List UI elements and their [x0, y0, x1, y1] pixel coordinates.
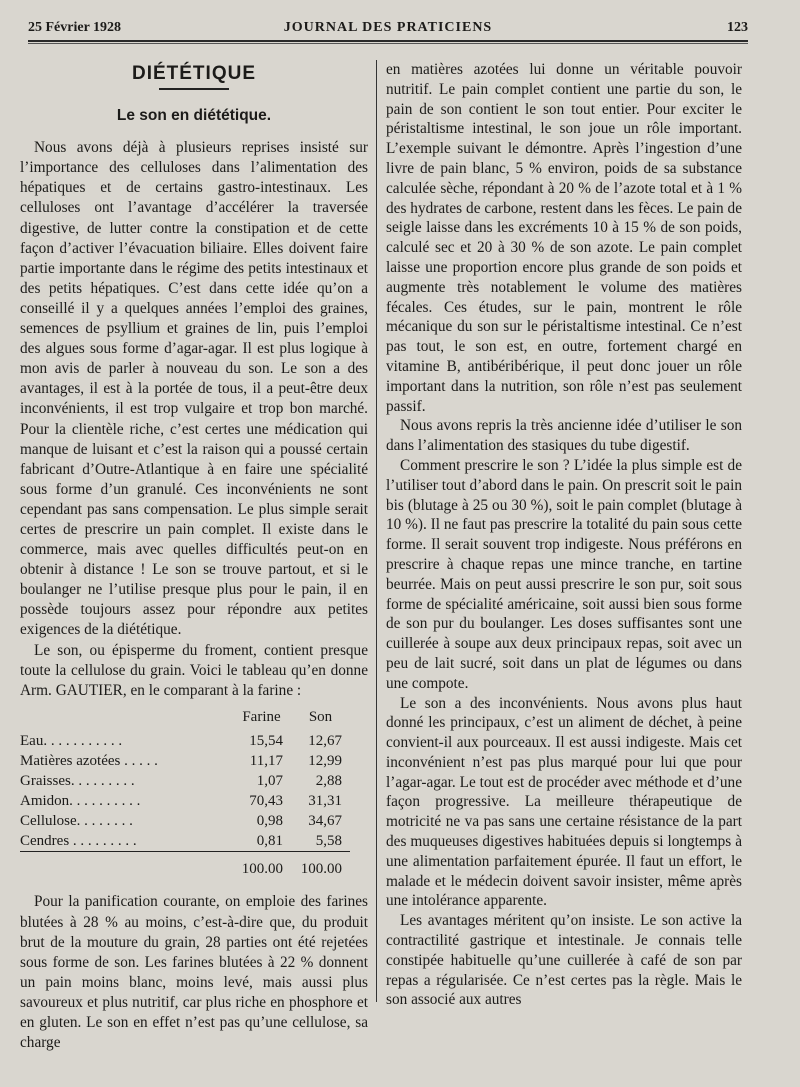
row-label: Eau. . . . . . . . . . . — [20, 732, 123, 749]
running-header — [28, 18, 748, 42]
farine-value: 11,17 — [249, 753, 283, 769]
table-total-row — [20, 852, 350, 881]
farine-value: 0,98 — [256, 813, 283, 830]
son-total: 100.00 — [291, 852, 350, 881]
row-label: Amidon. . . . . . . . . . — [20, 793, 141, 810]
son-value: 12,67 — [308, 732, 342, 749]
farine-value: 70,43 — [249, 793, 283, 810]
farine-total: 100.00 — [232, 852, 291, 881]
table-row — [20, 791, 350, 811]
header-rule — [28, 43, 748, 44]
header-page-number: 123 — [727, 20, 748, 35]
left-column — [20, 58, 368, 1053]
son-value: 31,31 — [308, 793, 342, 810]
paragraph: Les avantages méritent qu’on insiste. Le son active la contractilité gastrique et intestinale. Je connais telle constipée habituelle qu’une cuillerée à café de son par repas a régularisée. Ce n’est certes pas la règle. Mais le son associé aux autres — [386, 912, 742, 1009]
son-value: 2,88 — [315, 773, 342, 790]
section-title: DIÉTÉTIQUE — [131, 63, 256, 84]
row-label: Cellulose. . . . . . . . — [20, 813, 133, 830]
column-header-farine: Farine — [242, 708, 281, 725]
paragraph: en matières azotées lui donne un véritable pouvoir nutritif. Le pain complet contient une partie du son, le pain de son contient le son tout entier. Pour exciter le péristaltisme intestinal, le son joue un rôle important. L’exemple suivant le démontre. Après l’ingestion d’une livre de pain blanc, 5 % environ, poids de sa substance calculée sèche, répondant à 20 % de l’azote total et à 1 % des hydrates de carbone, restent dans les fèces. Le pain de seigle laisse dans les excréments 10 à 15 % de son poids, calculé sec et 20 à 30 % de son azote. Le pain complet laisse une proportion encore plus grande de son poids et augmente très notablement le volume des matières fécales. Ces études, sur le pain, montrent le rôle mécanique du son sur le péristaltisme intestinal. Ce n’est pas tout, le son est, en outre, fortement chargé en vitamine B, antibéribérique, il peut donc jouer un rôle important dans la nutrition, son rôle n’est pas seulement passif. — [386, 61, 742, 415]
farine-value: 1,07 — [256, 773, 283, 790]
paragraph: Le son a des inconvénients. Nous avons plus haut donné les principaux, c’est un aliment de déchet, à peine convient-il aux pourceaux. Il est aussi indigeste. Mais cet inconvénient n’est pas plus marqué pour lui que pour l’agar-agar. Le tout est de procéder avec méthode et d’une façon progressive. La meilleure thérapeutique de motricité ne va pas sans une certaine résistance de la part des muqueuses digestives habituées depuis si longtemps à une alimentation parfaitement épurée. Il faut un effort, le malade et le médecin doivent savoir insister, même après une intolérance apparente. — [386, 694, 742, 910]
right-column — [386, 60, 742, 1010]
column-divider — [376, 60, 377, 1002]
header-journal-title: JOURNAL DES PRATICIENS — [283, 20, 493, 35]
row-label: Cendres . . . . . . . . . — [20, 833, 137, 850]
son-value: 34,67 — [308, 813, 342, 830]
farine-value: 0,81 — [256, 833, 283, 850]
table-row — [20, 731, 350, 751]
paragraph: Pour la panification courante, on emploie des farines blutées à 28 % au moins, c’est-à-dire que, du produit brut de la mouture du grain, 28 parties ont été rejetées sous forme de son. Les farines blutées à 22 % donnent un pain moins blanc, moins levé, mais aussi plus savoureux et plus nutritif, car plus riche en phosphore et en gluten. Le son en effet n’est pas qu’une cellulose, sa charge — [20, 893, 368, 1052]
article-title: Le son en diététique. — [116, 107, 272, 125]
son-value: 12,99 — [308, 753, 342, 769]
paragraph: Nous avons déjà à plusieurs reprises insisté sur l’importance des celluloses dans l’alimentation des hépatiques et de certains gastro-intestinaux. Les celluloses ont l’avantage d’accélérer la traversée digestive, de lutter contre la constipation et de cette façon d’activer l’évacuation biliaire. Elles doivent faire partie importante dans le régime des petits intestinaux et des petits hépatiques. C’est dans cette idée qu’on a conseillé il y a quelques années l’emploi des graines, semences de psyllium et graines de lin, puis l’emploi des algues sous forme d’agar-agar. Il est plus logique à mon avis de parler à nouveau du son. Le son a des avantages, il est à la portée de tous, il a peut-être deux inconvénients, il est trop vulgaire et trop bon marché. Pour la clientèle riche, c’est certes une médication qui manque de luisant et c’est la raison qui a poussé certain fabricant d’Outre-Atlantique à en faire une spécialité sous forme d’un granulé. Ces inconvénients ne sont cependant pas sans compensation. Le plus simple serait certes de prescrire un pain complet. Il existe dans le commerce, mais avec quelles difficultés peut-on en obtenir à distance ! Le son se trouve partout, et si le boulanger ne l’utilise presque plus pour le pain, il en possède toujours assez pour répondre aux petites exigences de la diététique. — [20, 139, 368, 639]
row-label: Graisses. . . . . . . . . — [20, 773, 135, 790]
table-row — [20, 751, 350, 771]
header-date: 25 Février 1928 — [28, 20, 122, 35]
table-row — [20, 831, 350, 852]
column-header-son: Son — [308, 708, 333, 725]
table-header-row — [20, 707, 350, 731]
row-label: Matières azotées . . . . . — [20, 753, 158, 769]
table-row — [20, 811, 350, 831]
section-title-rule — [159, 88, 229, 90]
table-row — [20, 771, 350, 791]
paragraph: Nous avons repris la très ancienne idée d’utiliser le son dans l’alimentation des stasiques du tube digestif. — [386, 417, 742, 455]
paragraph: Le son, ou épisperme du froment, contient presque toute la cellulose du grain. Voici le tableau qu’en donne Arm. GAUTIER, en le comparant à la farine : — [20, 641, 368, 699]
farine-value: 15,54 — [249, 732, 283, 749]
paragraph: Comment prescrire le son ? L’idée la plus simple est de l’utiliser tout d’abord dans le pain. On prescrit soit le pain bis (blutage à 25 ou 30 %), soit le pain complet (blutage à 10 %). Il ne faut pas prescrire la totalité du pain sous cette forme. Il serait souvent trop indigeste. Nous préférons en prescrire à chaque repas une mince tranche, en tartine beurrée. Mais on peut aussi prescrire le son pur, soit sous forme de spécialité américaine, soit aussi bien sous forme de son pur du boulanger. Les doses suffisantes sont une cuillerée à soupe aux deux principaux repas, soit avec un peu de lait sucré, soit dans un plat de légumes ou dans une compote. — [386, 456, 742, 692]
composition-table — [20, 707, 350, 881]
son-value: 5,58 — [315, 833, 342, 850]
